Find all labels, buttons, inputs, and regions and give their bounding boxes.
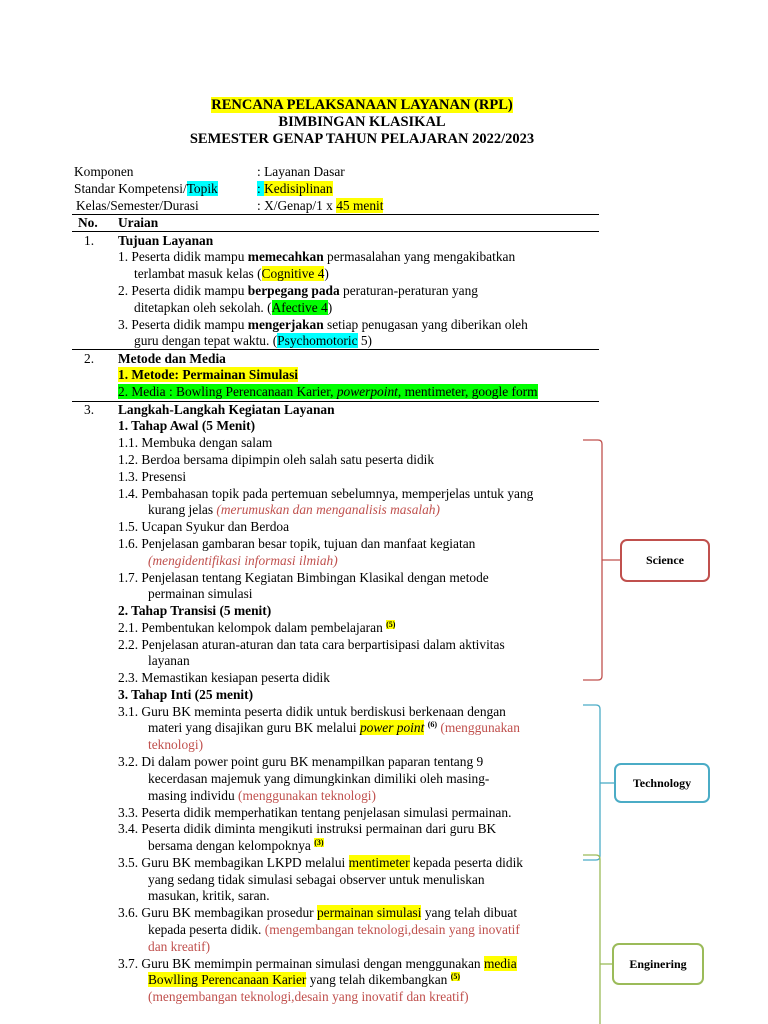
tahap-transisi-title: 2. Tahap Transisi (5 menit) bbox=[118, 603, 272, 618]
awal-item-4: 1.4. Pembahasan topik pada pertemuan sebelumnya, memperjelas untuk yang bbox=[118, 486, 534, 501]
inti-item-5-cont: yang sedang tidak simulasi sebagai observer untuk menuliskan bbox=[148, 872, 485, 887]
inti-item-5-cont2: masukan, kritik, saran. bbox=[148, 888, 270, 903]
sec2-no: 2. bbox=[84, 351, 95, 366]
science-label-box: Science bbox=[620, 539, 710, 582]
tahap-awal-title: 1. Tahap Awal (5 Menit) bbox=[118, 418, 256, 433]
awal-item-5: 1.5. Ucapan Syukur dan Berdoa bbox=[118, 519, 290, 534]
sec3-title: Langkah-Langkah Kegiatan Layanan bbox=[118, 402, 335, 417]
science-bracket bbox=[583, 440, 602, 680]
sec1-item1-cont: terlambat masuk kelas (Cognitive 4) bbox=[134, 266, 329, 281]
sec3-no: 3. bbox=[84, 402, 95, 417]
info-kelas: Kelas/Semester/Durasi : X/Genap/1 x 45 menit bbox=[76, 198, 384, 213]
engineering-label-box: Enginering bbox=[612, 943, 704, 985]
inti-item-7: 3.7. Guru BK memimpin permainan simulasi dengan menggunakan media bbox=[118, 956, 517, 971]
awal-item-4-cont: kurang jelas (merumuskan dan menganalisis masalah) bbox=[148, 502, 440, 517]
inti-item-3: 3.3. Peserta didik memperhatikan tentang penjelasan simulasi permainan. bbox=[118, 805, 512, 820]
inti-item-2-cont2: masing individu (menggunakan teknologi) bbox=[148, 788, 376, 803]
col-no-header: No. bbox=[78, 215, 98, 230]
awal-item-1: 1.1. Membuka dengan salam bbox=[118, 435, 273, 450]
inti-item-5: 3.5. Guru BK membagikan LKPD melalui mentimeter kepada peserta didik bbox=[118, 855, 523, 870]
sec1-item3-cont: guru dengan tepat waktu. (Psychomotoric 5) bbox=[134, 333, 373, 348]
col-uraian-header: Uraian bbox=[118, 215, 159, 230]
doc-subtitle: BIMBINGAN KLASIKAL bbox=[278, 114, 446, 130]
doc-title: RENCANA PELAKSANAAN LAYANAN (RPL) bbox=[211, 97, 513, 113]
sec1-item2: 2. Peserta didik mampu berpegang pada peraturan-peraturan yang bbox=[118, 283, 478, 298]
inti-item-6-cont2: dan kreatif) bbox=[148, 939, 211, 954]
sec1-item3: 3. Peserta didik mampu mengerjakan setiap penugasan yang diberikan oleh bbox=[118, 317, 528, 332]
inti-item-1-cont: materi yang disajikan guru BK melalui power point $^{(6)}$ (menggunakan bbox=[148, 720, 520, 735]
inti-item-7-cont: Bowlling Perencanaan Karier yang telah dikembangkan $^{(5)}$ bbox=[148, 972, 461, 987]
info-standar: Standar Kompetensi/Topik : Kedisiplinan bbox=[74, 181, 333, 196]
transisi-item-3: 2.3. Memastikan kesiapan peserta didik bbox=[118, 670, 330, 685]
inti-item-6-cont: kepada peserta didik. (mengembangan teknologi,desain yang inovatif bbox=[148, 922, 520, 937]
awal-item-7: 1.7. Penjelasan tentang Kegiatan Bimbingan Klasikal dengan metode bbox=[118, 570, 489, 585]
awal-item-3: 1.3. Presensi bbox=[118, 469, 187, 484]
inti-item-4-cont: bersama dengan kelompoknya $^{(3)}$ bbox=[148, 838, 324, 853]
tahap-inti-title: 3. Tahap Inti (25 menit) bbox=[118, 687, 254, 702]
awal-item-2: 1.2. Berdoa bersama dipimpin oleh salah satu peserta didik bbox=[118, 452, 435, 467]
inti-item-7-cont2: (mengembangan teknologi,desain yang inovatif dan kreatif) bbox=[148, 989, 469, 1004]
inti-item-6: 3.6. Guru BK membagikan prosedur permainan simulasi yang telah dibuat bbox=[118, 905, 518, 920]
inti-item-1: 3.1. Guru BK meminta peserta didik untuk berdiskusi berkenaan dengan bbox=[118, 704, 506, 719]
engineering-bracket bbox=[583, 855, 600, 1024]
transisi-item-2-cont: layanan bbox=[148, 653, 190, 668]
info-komponen: Komponen : Layanan Dasar bbox=[74, 164, 345, 179]
sec2-media: 2. Media : Bowling Perencanaan Karier, powerpoint, mentimeter, google form bbox=[118, 384, 538, 399]
sec1-title: Tujuan Layanan bbox=[118, 233, 214, 248]
sec1-item1: 1. Peserta didik mampu memecahkan permasalahan yang mengakibatkan bbox=[118, 249, 516, 264]
sec1-item2-cont: ditetapkan oleh sekolah. (Afective 4) bbox=[134, 300, 333, 315]
awal-item-6-cont: (mengidentifikasi informasi ilmiah) bbox=[148, 553, 338, 568]
technology-label-box: Technology bbox=[614, 763, 710, 803]
awal-item-6: 1.6. Penjelasan gambaran besar topik, tujuan dan manfaat kegiatan bbox=[118, 536, 476, 551]
sec2-title: Metode dan Media bbox=[118, 351, 226, 366]
inti-item-2-cont: kecerdasan majemuk yang dimungkinkan dimiliki oleh masing- bbox=[148, 771, 490, 786]
technology-bracket bbox=[583, 705, 600, 860]
inti-item-2: 3.2. Di dalam power point guru BK menampilkan paparan tentang 9 bbox=[118, 754, 484, 769]
inti-item-4: 3.4. Peserta didik diminta mengikuti instruksi permainan dari guru BK bbox=[118, 821, 497, 836]
doc-semester: SEMESTER GENAP TAHUN PELAJARAN 2022/2023 bbox=[189, 131, 535, 147]
transisi-item-1: 2.1. Pembentukan kelompok dalam pembelajaran $^{(5)}$ bbox=[118, 620, 396, 635]
sec2-metode: 1. Metode: Permainan Simulasi bbox=[118, 367, 299, 382]
inti-item-1-cont2: teknologi) bbox=[148, 737, 204, 752]
sec1-no: 1. bbox=[84, 233, 95, 248]
awal-item-7-cont: permainan simulasi bbox=[148, 586, 253, 601]
transisi-item-2: 2.2. Penjelasan aturan-aturan dan tata cara berpartisipasi dalam aktivitas bbox=[118, 637, 505, 652]
